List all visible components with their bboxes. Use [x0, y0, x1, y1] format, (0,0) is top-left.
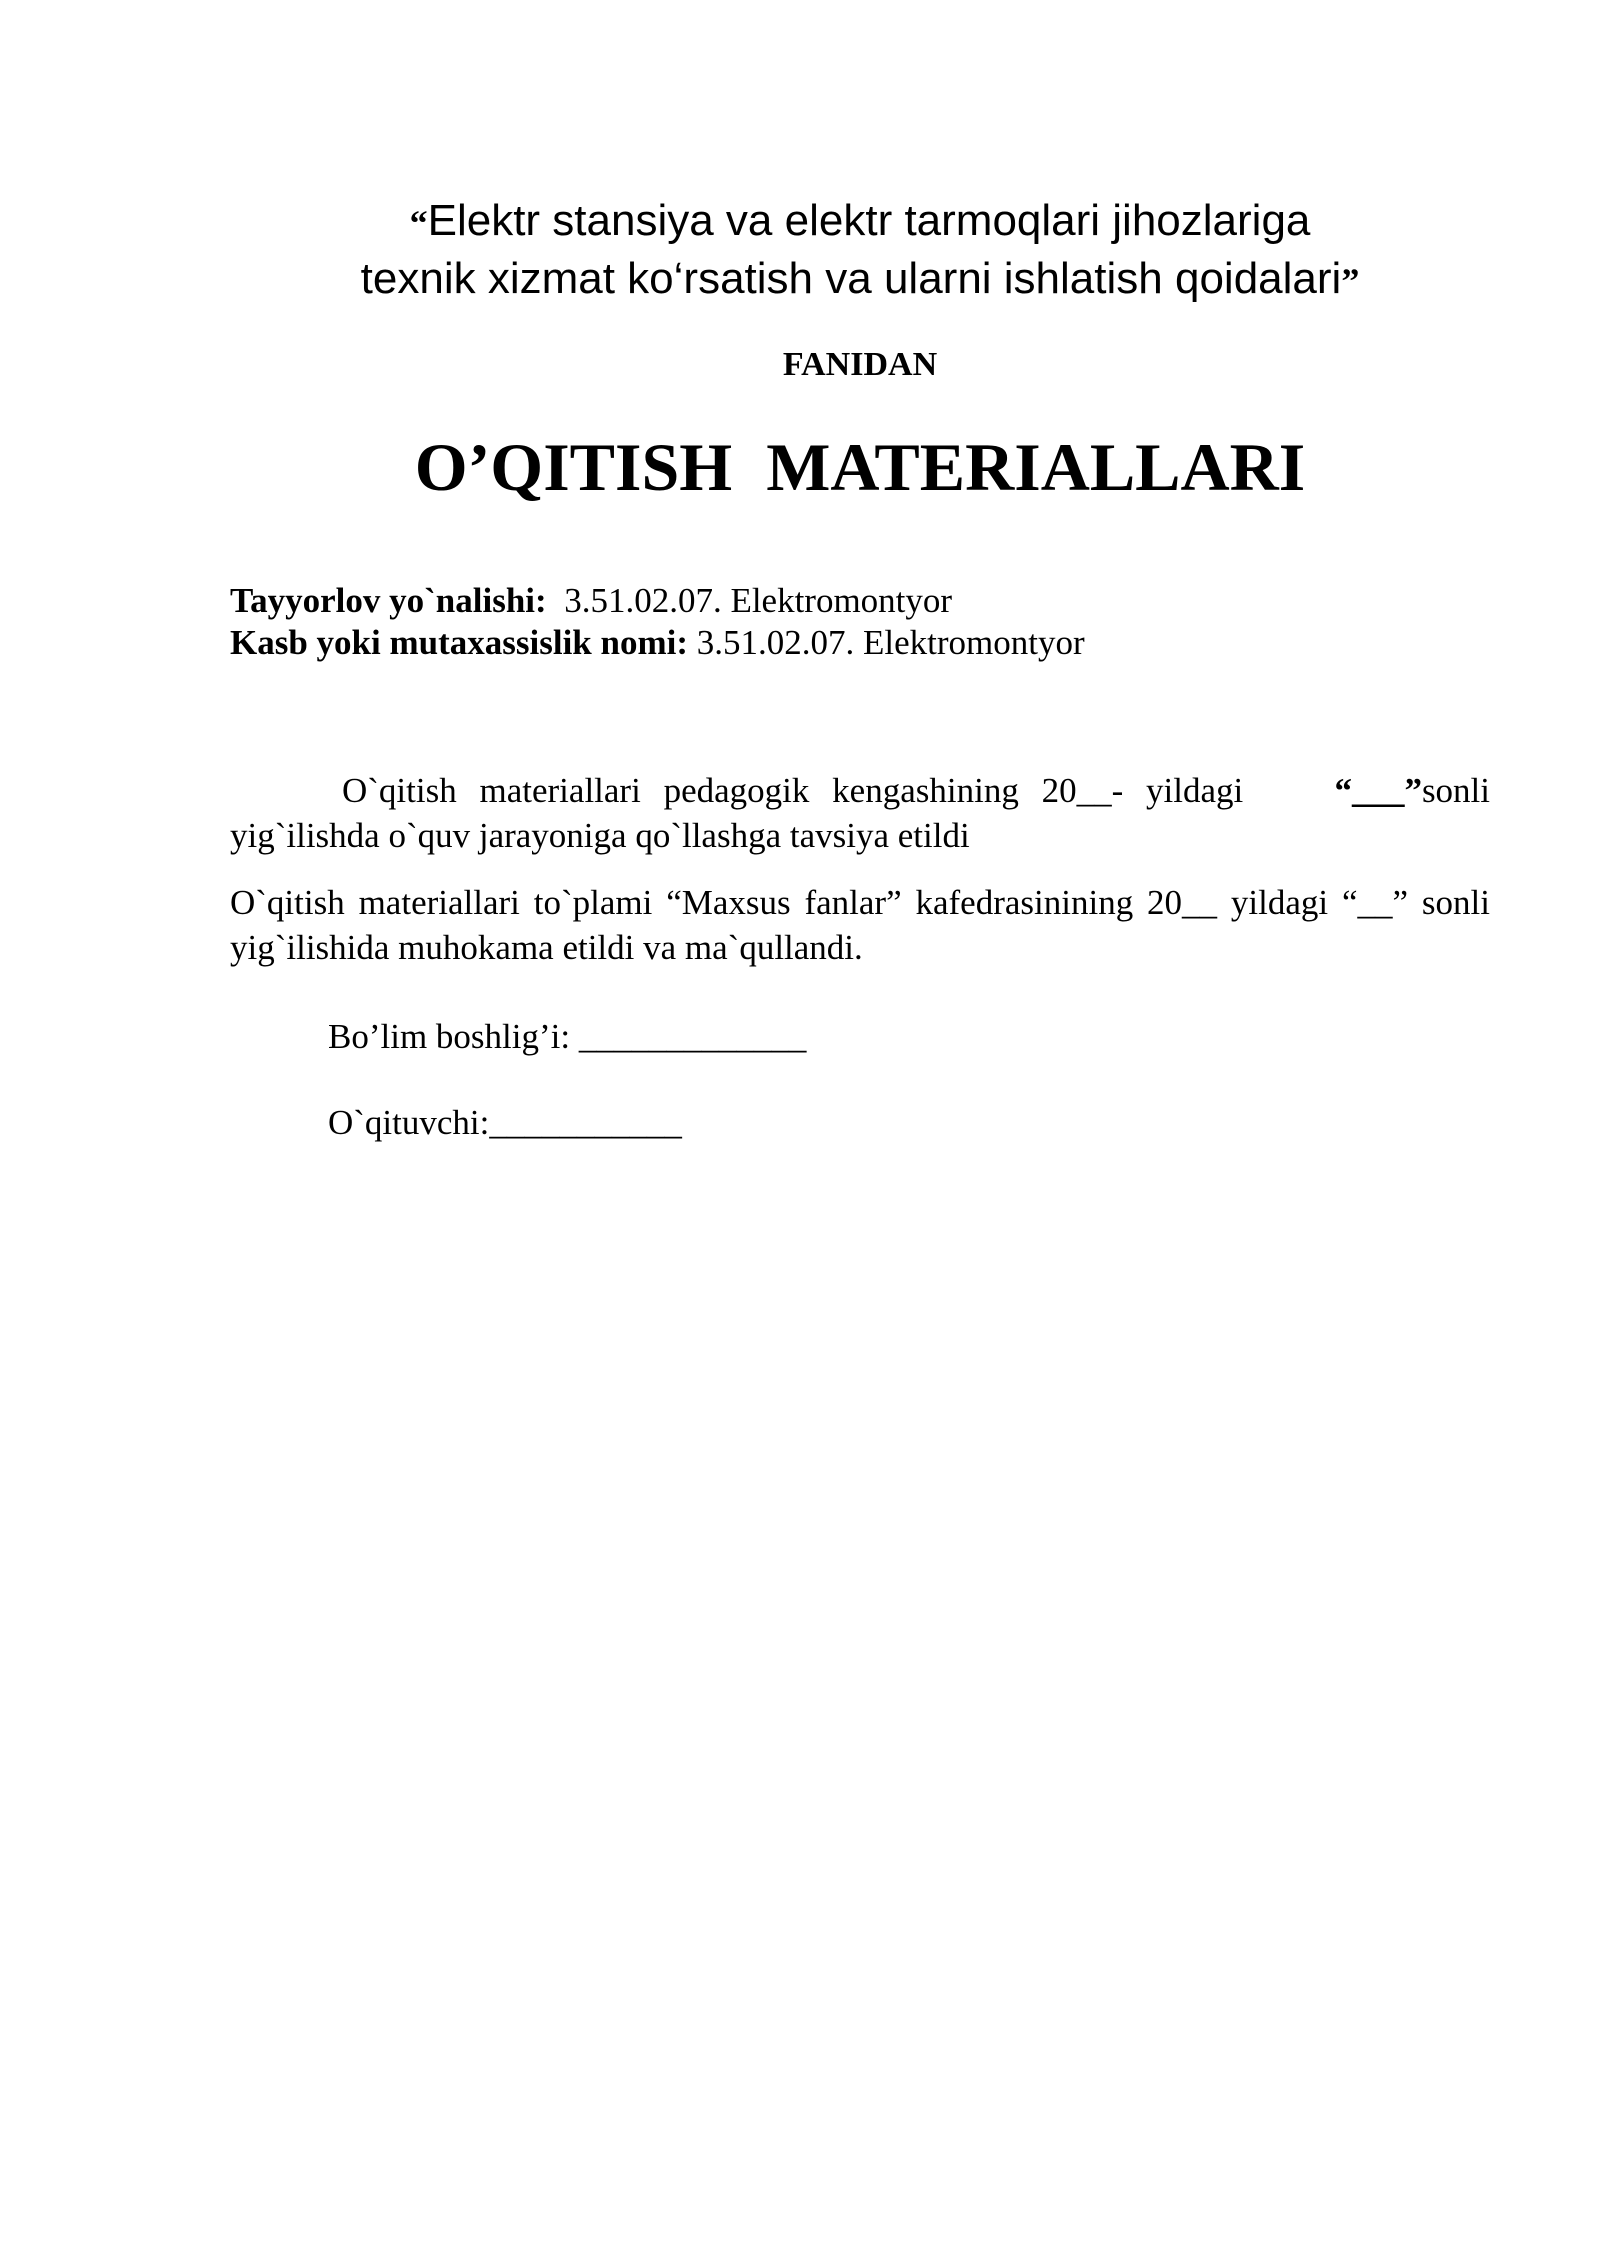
subject-line-2: texnik xizmat ko‘rsatish va ularni ishlatish qoidalari [360, 254, 1342, 303]
profession-line [230, 622, 1490, 664]
approval-paragraph-1 [230, 768, 1490, 858]
approval-paragraph-2: O`qitish materiallari to`plami “Maxsus fanlar” kafedrasinining 20__ yildagi “__” sonli yig`ilishida muhokama etildi va ma`qullandi. [230, 883, 1490, 967]
head-of-department-signature: Bo’lim boshlig’i: _____________ [328, 1017, 807, 1056]
subject-title [230, 193, 1490, 309]
fanidan-label: FANIDAN [782, 346, 938, 383]
direction-value: 3.51.02.07. Elektromontyor [564, 581, 953, 620]
subject-line-1: Elektr stansiya va elektr tarmoqlari jihozlariga [427, 196, 1311, 245]
teacher-signature: O`qituvchi:___________ [328, 1103, 682, 1142]
profession-value: 3.51.02.07. Elektromontyor [696, 623, 1085, 662]
direction-label: Tayyorlov yo`nalishi: [230, 581, 547, 620]
program-info [230, 580, 1490, 664]
meeting-number-blank: “___” [1334, 771, 1422, 810]
subject-close-quote: ” [1341, 261, 1360, 301]
approval-paragraph-1-rest: sonli yig`ilishda o`quv jarayoniga qo`llashga tavsiya etildi [230, 771, 1491, 855]
approval-paragraph-1-text: O`qitish materiallari pedagogik kengashining 20__- yildagi [342, 771, 1244, 810]
subject-open-quote: “ [409, 203, 428, 243]
profession-label: Kasb yoki mutaxassislik nomi: [230, 623, 689, 662]
direction-line [230, 580, 1490, 622]
page-title: O’QITISH MATERIALLARI [414, 429, 1306, 505]
